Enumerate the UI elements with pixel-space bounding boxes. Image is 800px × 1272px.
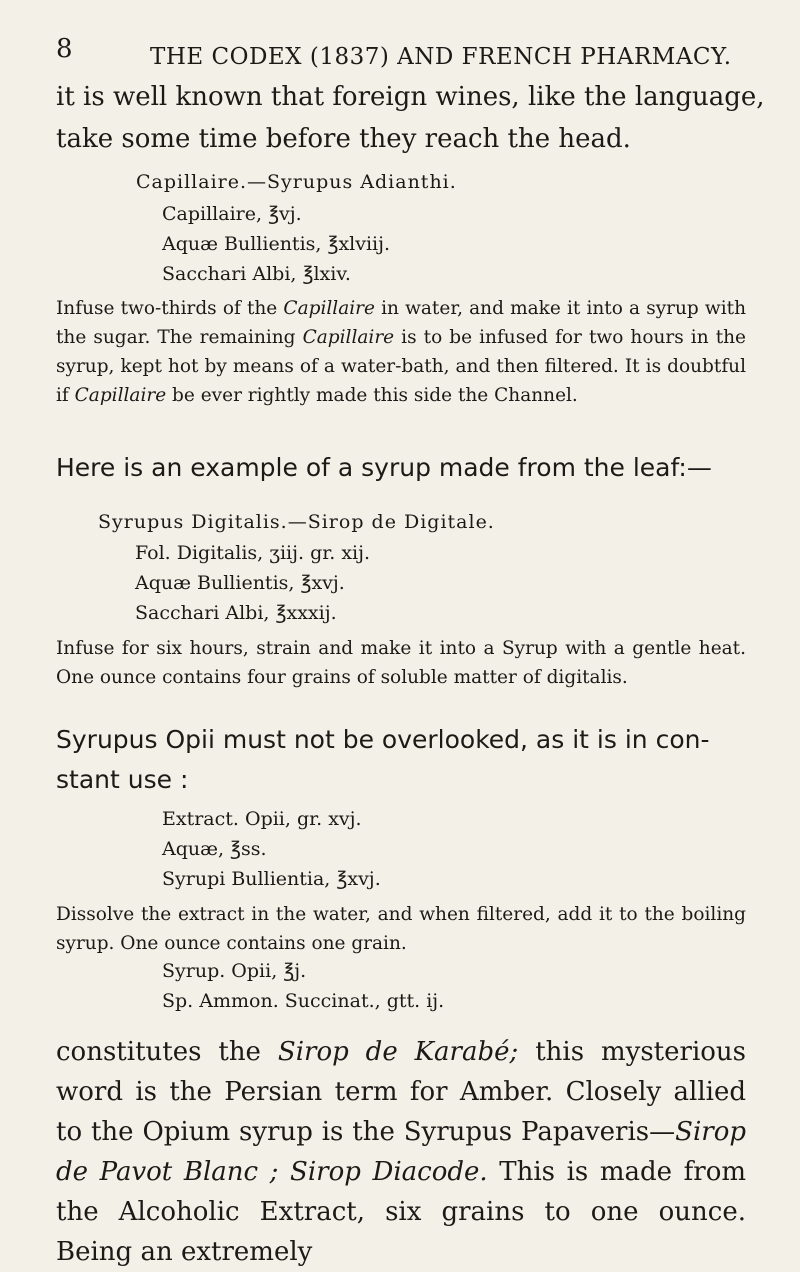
opii-intro-line-2: stant use : (56, 765, 189, 794)
opii-formula-1: Extract. Opii, gr. xvj. (162, 808, 362, 830)
digitalis-formula-3: Sacchari Albi, ℥xxxij. (135, 602, 337, 624)
digitalis-formula-2: Aquæ Bullientis, ℥xvj. (135, 572, 345, 594)
opii-text: Dissolve the extract in the water, and when filtered, add it to the boiling syrup. One ounce contains one grain. (56, 904, 746, 954)
capillaire-text-1: Infuse two-thirds of the (56, 298, 284, 319)
leaf-intro-text: Here is an example of a syrup made from the leaf:— (56, 453, 712, 482)
closing-paragraph (56, 1032, 746, 1272)
capillaire-text-3: is to be infused for two hours in the syrup, kept hot by means of a water-bath, and then filtered. It is doubtful if (56, 327, 746, 406)
digitalis-formula-1: Fol. Digitalis, ʒiij. gr. xij. (135, 542, 371, 564)
digitalis-heading: Syrupus Digitalis.—Sirop de Digitale. (98, 511, 495, 533)
opii-formula2-1: Syrup. Opii, ℥j. (162, 960, 307, 982)
intro-line-2: take some time before they reach the head. (56, 124, 631, 154)
page-number: 8 (56, 34, 73, 64)
capillaire-formula-2: Aquæ Bullientis, ℥xlviij. (162, 233, 391, 255)
digitalis-paragraph (56, 634, 746, 692)
capillaire-paragraph (56, 294, 746, 410)
capillaire-term-3: Capillaire (74, 385, 167, 406)
opii-formula2-2: Sp. Ammon. Succinat., gtt. ij. (162, 990, 445, 1012)
intro-paragraph (56, 76, 765, 160)
capillaire-term-1: Capillaire (283, 298, 375, 319)
closing-term-1: Sirop de Karabé; (277, 1037, 519, 1067)
intro-line-1: it is well known that foreign wines, like the language, (56, 82, 765, 112)
capillaire-formula-1: Capillaire, ℥vj. (162, 203, 302, 225)
opii-formula-3: Syrupi Bullientia, ℥xvj. (162, 868, 381, 890)
capillaire-formula-3: Sacchari Albi, ℥lxiv. (162, 263, 351, 285)
leaf-intro (56, 448, 746, 488)
closing-text-3: This is made from the Alcoholic Extract, six grains to one ounce. Being an extremely (56, 1157, 746, 1267)
capillaire-text-4: be ever rightly made this side the Channel. (166, 385, 578, 406)
opii-paragraph (56, 900, 746, 958)
running-title: THE CODEX (1837) AND FRENCH PHARMACY. (150, 44, 732, 70)
capillaire-term-2: Capillaire (302, 327, 395, 348)
opii-intro-line-1: Syrupus Opii must not be overlooked, as it is in con- (56, 725, 710, 754)
closing-text-2: this mysterious word is the Persian term for Amber. Closely allied to the Opium syrup is the Syrupus Papaveris— (56, 1037, 747, 1147)
digitalis-text: Infuse for six hours, strain and make it into a Syrup with a gentle heat. One ounce contains four grains of soluble matter of digitalis. (56, 638, 746, 688)
opii-formula-2: Aquæ, ℥ss. (162, 838, 267, 860)
opii-intro (56, 720, 746, 800)
closing-term-2: Sirop de Pavot Blanc ; Sirop Diacode. (56, 1117, 746, 1187)
closing-text-1: constitutes the (56, 1037, 278, 1067)
capillaire-heading: Capillaire.—Syrupus Adianthi. (136, 171, 457, 193)
capillaire-text-2: in water, and make it into a syrup with the sugar. The remaining (56, 298, 746, 348)
